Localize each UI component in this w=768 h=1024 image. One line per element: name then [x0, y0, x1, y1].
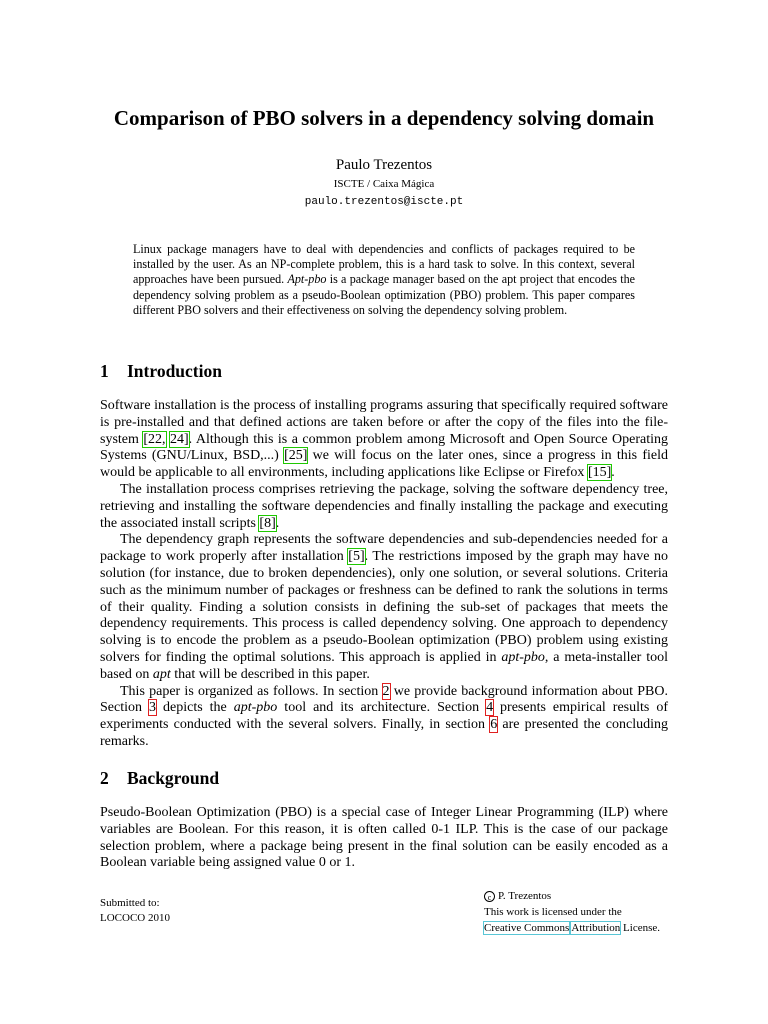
text-run: . Although this is a common problem among Microsoft and Open Source Operating Systems (GNU/Linux, BSD,...)	[100, 431, 668, 464]
text-run: This paper is organized as follows. In section	[120, 683, 383, 699]
license-note	[484, 888, 660, 936]
abstract	[133, 242, 635, 318]
emphasis-text: apt-pbo	[233, 700, 278, 716]
paragraph	[100, 532, 668, 683]
author-email[interactable]: paulo.trezentos@iscte.pt	[304, 196, 464, 208]
section-heading-background	[100, 768, 219, 789]
copyright-icon: c	[484, 891, 495, 902]
section-title-text: Background	[127, 768, 220, 788]
citation-link[interactable]: [8]	[259, 515, 276, 531]
citation-link[interactable]: 24]	[170, 431, 189, 447]
section-link[interactable]: 2	[382, 683, 390, 699]
text-run: Pseudo-Boolean Optimization (PBO) is a special case of Integer Linear Programming (ILP) where variables are Boolean. For this reason, it is often called 0-1 ILP. This is the case of our package selection problem, where a package being present in the final solution can be easily encoded as a Boolean variable being assigned value 0 or 1.	[100, 805, 668, 871]
citation-link[interactable]: [15]	[587, 465, 612, 481]
paragraph	[100, 684, 668, 751]
section-number: 1	[100, 361, 109, 381]
introduction-body	[100, 398, 668, 751]
text-run: .	[611, 465, 615, 481]
citation-link[interactable]: [25]	[284, 448, 308, 464]
section-number: 2	[100, 768, 109, 788]
emphasis-text: Apt-pbo	[287, 272, 327, 287]
text-run: tool and its architecture. Section	[277, 700, 487, 716]
author-affiliation: ISCTE / Caixa Mágica	[333, 178, 435, 190]
text-run: are presented the concluding remarks.	[100, 717, 668, 749]
submission-note	[100, 896, 170, 926]
text-run: is a package manager based on the apt project that encodes the dependency solving problem as a pseudo-Boolean optimization (PBO) problem. This paper compares different PBO solvers and their effectiveness on solving the dependency solving problem.	[133, 272, 635, 317]
emphasis-text: apt	[152, 666, 171, 682]
license-prefix: This work is licensed under the	[484, 906, 622, 918]
citation-link[interactable]: [5]	[348, 549, 365, 565]
text-run: .	[275, 515, 280, 531]
section-link[interactable]: 6	[490, 717, 498, 733]
text-run: The installation process comprises retrieving the package, solving the software dependency tree, retrieving and installing the software dependencies and finally installing the package and executing the associated install scripts	[100, 481, 668, 531]
copyright-holder: P. Trezentos	[498, 890, 552, 902]
copyright-line	[484, 888, 660, 904]
paper-title: Comparison of PBO solvers in a dependency solving domain	[113, 106, 655, 130]
paragraph	[100, 805, 668, 872]
submitted-venue: LOCOCO 2010	[100, 912, 170, 924]
section-title-text: Introduction	[127, 361, 222, 381]
citation-link[interactable]: [22,	[143, 431, 166, 447]
text-run: we will focus on the later ones, since a progress in this field would be applicable to all environments, including applications like Eclipse or Firefox	[100, 448, 668, 481]
text-run: . The restrictions imposed by the graph may have no solution (for instance, due to broken dependencies), only one solution, or several solutions. Criteria such as the minimum number of packages or freshness can be defined to rank the solutions in terms of their quality. Finding a solution consists in defining the sub-set of packages that meets the dependency requirements. This process is called dependency solving. One approach to dependency solving is to encode the problem as a pseudo-Boolean optimization (PBO) problem using existing solvers for finding the optimal solutions. This approach is applied in	[100, 549, 668, 665]
text-run: The dependency graph represents the software dependencies and sub-dependencies needed for a package to work properly after installation	[100, 532, 668, 565]
license-line	[484, 920, 660, 936]
background-body	[100, 805, 668, 872]
section-link[interactable]: 4	[486, 700, 494, 716]
author-name: Paulo Trezentos	[335, 157, 433, 173]
submitted-label: Submitted to:	[100, 897, 160, 909]
text-run: , a meta-installer tool based on	[100, 649, 668, 682]
text-run: we provide background information about PBO. Section	[100, 683, 668, 716]
text-run: presents empirical results of experiments conducted with the several solvers. Finally, in section	[100, 700, 668, 733]
creative-commons-link[interactable]: Creative Commons	[484, 922, 570, 934]
text-run: Linux package managers have to deal with dependencies and conflicts of packages required to be installed by the user. As an NP-complete problem, this is a hard task to solve. In this context, several approaches have been pursued.	[133, 242, 635, 287]
paragraph	[100, 398, 668, 482]
section-heading-introduction	[100, 361, 222, 382]
paragraph	[100, 482, 668, 532]
emphasis-text: apt-pbo	[501, 649, 545, 665]
text-run: depicts the	[156, 700, 234, 716]
text-run: Software installation is the process of installing programs assuring that specifically required software is pre-installed and that defined actions are taken before or after the copy of the files into the file-system	[100, 398, 668, 447]
license-suffix: License.	[620, 922, 660, 934]
text-run: that will be described in this paper.	[170, 666, 370, 682]
section-link[interactable]: 3	[149, 700, 156, 716]
attribution-link[interactable]: Attribution	[571, 922, 621, 934]
